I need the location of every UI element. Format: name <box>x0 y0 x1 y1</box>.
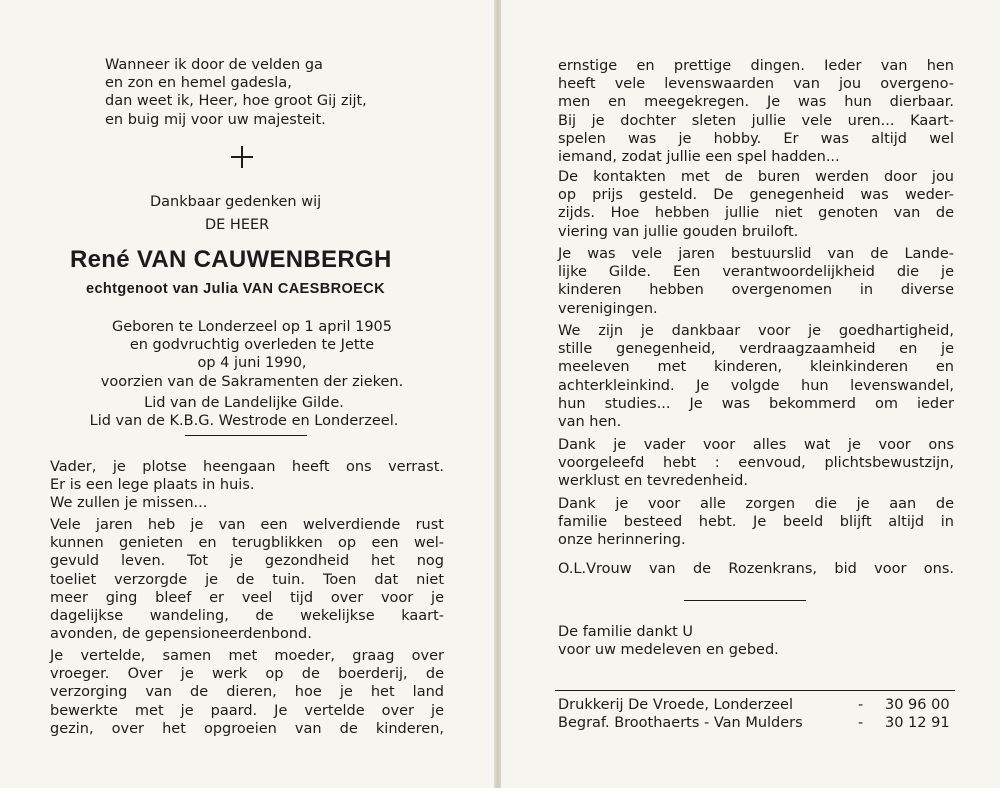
right-paragraph-3 <box>558 245 954 318</box>
biography <box>60 318 444 391</box>
text-line: stille genegenheid, verdraagzaamheid en je <box>558 341 954 358</box>
text-line: vroeger. Over je werk op de boerderij, de <box>50 666 444 683</box>
membership-line: Lid van de Landelijke Gilde. <box>144 395 344 411</box>
poem-line: Wanneer ik door de velden ga <box>105 57 323 73</box>
text-line: De kontakten met de buren werden door jou <box>558 169 954 185</box>
printer-dash: - <box>858 715 864 732</box>
text-line: gezin, over het opgroeien van de kinderen, <box>50 720 444 737</box>
text-line: lijke Gilde. Een verantwoordelijkheid die je <box>558 264 954 281</box>
printer-phone: 30 96 00 <box>885 697 950 713</box>
divider <box>684 600 806 601</box>
intro-line: DE HEER <box>205 217 270 234</box>
right-paragraph-5 <box>558 436 954 491</box>
printer-phone: 30 12 91 <box>885 715 950 732</box>
biography-line: voorzien van de Sakramenten der zieken. <box>100 373 404 390</box>
text-line: hun studies... Je was bekommerd om ieder <box>558 395 954 412</box>
text-line: meeleven met kinderen, kleinkinderen en <box>558 359 954 376</box>
text-line: achterkleinkind. Je volgde hun levenswandel, <box>558 377 954 394</box>
deceased-name: René VAN CAUWENBERGH <box>70 246 392 273</box>
text-line: Je was vele jaren bestuurslid van de Lande- <box>558 246 954 262</box>
text-line: We zullen je missen... <box>50 495 208 512</box>
right-paragraph-2 <box>558 168 954 241</box>
printer-credits <box>558 696 954 732</box>
text-line: Er is een lege plaats in huis. <box>50 477 255 494</box>
text-line: ernstige en prettige dingen. Ieder van hen <box>558 58 954 74</box>
text-line: kunnen genieten en terugblikken op een wel- <box>50 535 444 552</box>
text-line: toeliet verzorgde je de tuin. Toen dat niet <box>50 571 444 588</box>
printer-row <box>558 714 954 732</box>
cross-icon <box>231 146 253 168</box>
text-line: We zijn je dankbaar voor je goedhartigheid, <box>558 323 954 339</box>
poem-line: en buig mij voor uw majesteit. <box>105 111 326 128</box>
text-line: viering van jullie gouden bruiloft. <box>558 223 799 240</box>
text-line: kinderen hebben overgenomen in diverse <box>558 282 954 299</box>
family-thanks <box>558 623 779 659</box>
printer-row <box>558 696 954 714</box>
text-line: Je vertelde, samen met moeder, graag over <box>50 648 444 664</box>
text-line: Vele jaren heb je van een welverdiende rust <box>50 517 444 533</box>
right-paragraph-1 <box>558 57 954 166</box>
memberships <box>44 394 444 430</box>
text-line: van hen. <box>558 414 622 431</box>
text-line: Vader, je plotse heengaan heeft ons verrast. <box>50 459 444 475</box>
text-line: O.L.Vrouw van de Rozenkrans, bid voor ons. <box>558 561 954 577</box>
intro-text <box>150 193 321 234</box>
biography-line: Geboren te Londerzeel op 1 april 1905 <box>111 319 392 335</box>
prayer <box>558 560 954 578</box>
text-line: spelen was je hobby. Er was altijd wel <box>558 130 954 147</box>
text-line: Bij je dochter sleten jullie vele uren... Kaart- <box>558 112 954 129</box>
text-line: men en meegekregen. Je was hun dierbaar. <box>558 94 954 111</box>
divider <box>555 690 955 691</box>
poem-line: en zon en hemel gadesla, <box>105 75 292 92</box>
membership-line: Lid van de K.B.G. Westrode en Londerzeel. <box>89 413 399 430</box>
text-line: Dank je vader voor alles wat je voor ons <box>558 437 954 453</box>
right-paragraph-6 <box>558 495 954 550</box>
divider <box>185 435 307 436</box>
text-line: dagelijkse wandeling, de wekelijkse kaart- <box>50 608 444 625</box>
left-paragraph-3 <box>50 647 444 738</box>
biography-line: en godvruchtig overleden te Jette <box>129 337 375 354</box>
right-paragraph-4 <box>558 322 954 431</box>
text-line: zijds. Hoe hebben jullie niet genoten van de <box>558 205 954 222</box>
printer-dash: - <box>858 697 864 713</box>
left-page <box>0 0 496 788</box>
text-line: familie besteed hebt. Je beeld blijft altijd in <box>558 514 954 531</box>
text-line: iemand, zodat jullie een spel hadden... <box>558 149 840 166</box>
text-line: werklust en tevredenheid. <box>558 473 748 490</box>
text-line: voorgeleefd hebt : eenvoud, plichtsbewustzijn, <box>558 455 954 472</box>
poem <box>105 56 367 129</box>
biography-line: op 4 juni 1990, <box>197 355 307 372</box>
text-line: verzorging van de dieren, hoe je het land <box>50 684 444 701</box>
text-line: meer ging bleef er veel tijd over voor je <box>50 589 444 606</box>
text-line: op prijs gesteld. De genegenheid was weder- <box>558 187 954 204</box>
printer-name: Begraf. Broothaerts - Van Mulders <box>558 715 803 732</box>
text-line: onze herinnering. <box>558 532 686 549</box>
poem-line: dan weet ik, Heer, hoe groot Gij zijt, <box>105 93 367 110</box>
text-line: avonden, de gepensioneerdenbond. <box>50 626 312 643</box>
text-line: bewerkte met je paard. Je vertelde over je <box>50 702 444 719</box>
left-paragraph-1 <box>50 458 444 513</box>
text-line: gevuld leven. Tot je gezondheid het nog <box>50 553 444 570</box>
intro-line: Dankbaar gedenken wij <box>150 194 322 210</box>
text-line: verenigingen. <box>558 300 658 317</box>
text-line: voor uw medeleven en gebed. <box>558 642 779 659</box>
printer-name: Drukkerij De Vroede, Londerzeel <box>558 697 793 713</box>
text-line: De familie dankt U <box>558 624 694 640</box>
text-line: Dank je voor alle zorgen die je aan de <box>558 496 954 512</box>
text-line: heeft vele levenswaarden van jou overgeno- <box>558 76 954 93</box>
left-paragraph-2 <box>50 516 444 643</box>
spouse-line: echtgenoot van Julia VAN CAESBROECK <box>86 281 385 297</box>
